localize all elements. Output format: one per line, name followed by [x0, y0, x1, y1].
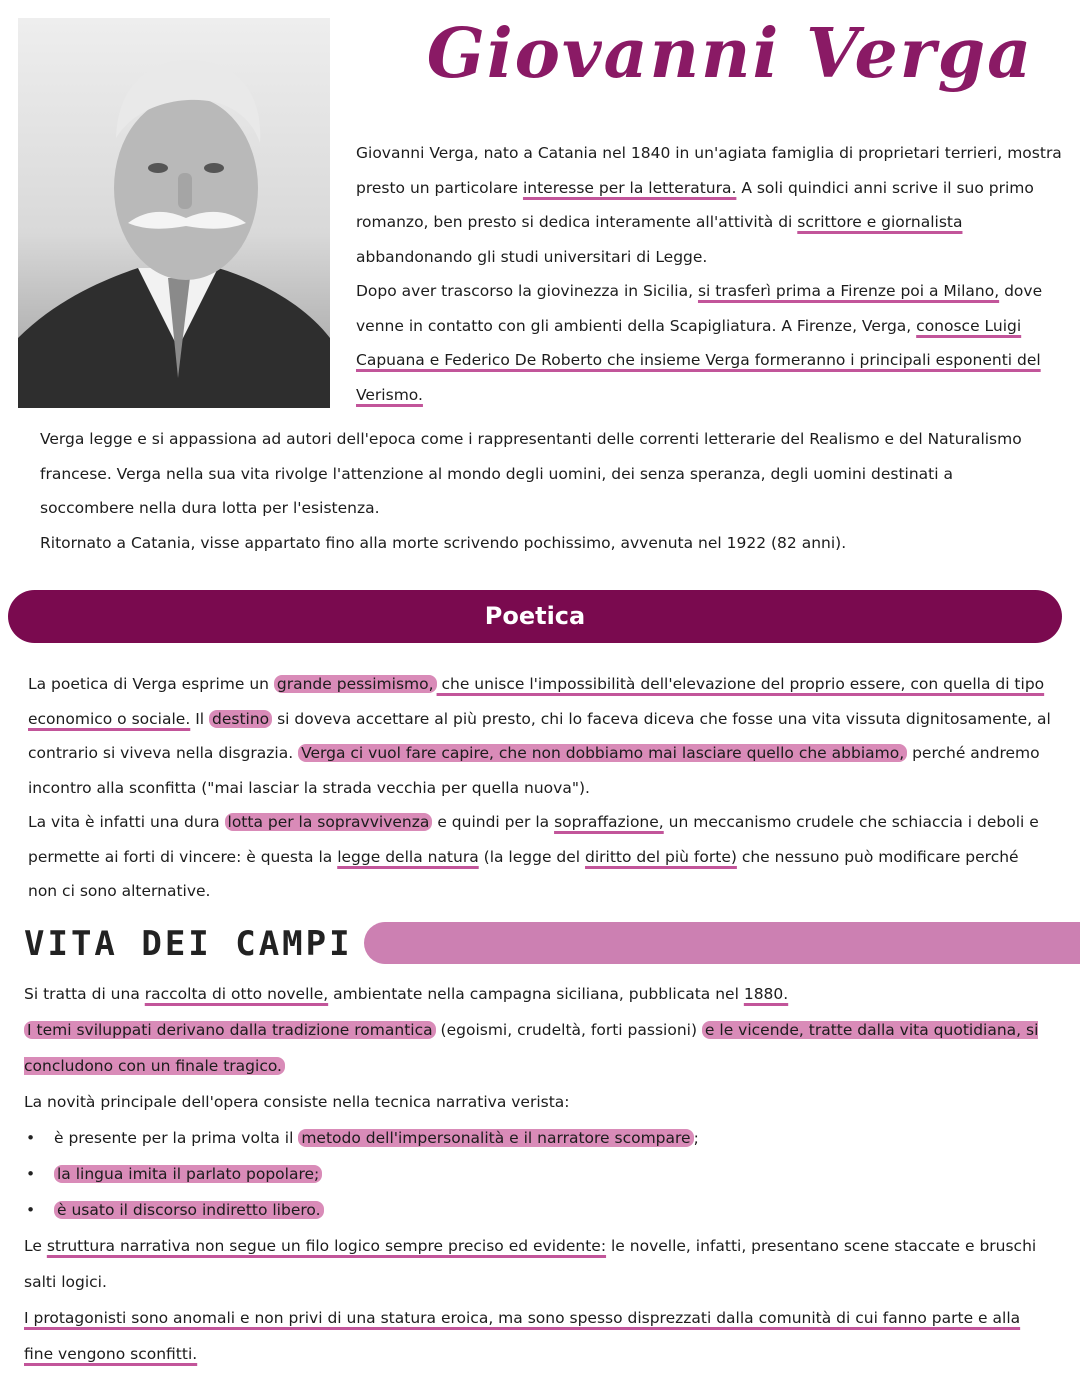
intro-paragraph-1 — [356, 136, 1062, 274]
vita-paragraph-4 — [24, 1228, 1054, 1300]
underlined-text: sopraffazione, — [554, 813, 664, 831]
list-item — [24, 1192, 1054, 1228]
poetica-text: un meccanismo crudele che schiaccia i deboli e permette ai forti di vincere: è questa la — [28, 813, 1039, 866]
intro-text: A soli quindici anni scrive il suo primo romanzo, ben presto si dedica interamente all'attività di — [356, 178, 1034, 231]
underlined-text: che unisce l'impossibilità dell'elevazione del proprio essere, con quella di tipo economico o sociale. — [28, 675, 1045, 728]
vita-text: è presente per la prima volta il — [54, 1129, 299, 1147]
poetica-text: Il — [190, 709, 209, 728]
underlined-text: raccolta di otto novelle, — [144, 985, 329, 1003]
list-item — [24, 1120, 1054, 1156]
intro-text: Giovanni Verga, nato a Catania nel 1840 in un'agiata famiglia di proprietari terrieri, mostra presto un particolare — [356, 144, 1062, 197]
highlighted-text: e le vicende, tratte dalla vita quotidiana, si concludono con un finale tragico. — [24, 1021, 1039, 1075]
poetica-text: si doveva accettare al più presto, chi lo faceva diceva che fosse una vita vissuta dignitosamente, al contrario si viveva nella disgrazia. — [28, 709, 1051, 762]
underlined-text: struttura narrativa non segue un filo logico sempre preciso ed evidente: — [46, 1237, 607, 1255]
section-bar — [364, 922, 1080, 964]
vita-text: (egoismi, crudeltà, forti passioni) — [435, 1021, 702, 1039]
vita-text: ambientate nella campagna siciliana, pubblicata nel — [328, 985, 744, 1003]
bullet-list — [24, 1120, 1054, 1228]
highlighted-text: lotta per la sopravvivenza — [225, 813, 433, 831]
list-item — [24, 1156, 1054, 1192]
intro-text: Dopo aver trascorso la giovinezza in Sicilia, — [356, 282, 698, 300]
vita-text: Si tratta di una — [24, 985, 145, 1003]
vita-paragraph-2 — [24, 1012, 1054, 1084]
poetica-text: perché andremo incontro alla sconfitta ("mai lasciar la strada vecchia per quella nuova"). — [28, 744, 1040, 797]
bio-paragraph-1: Verga legge e si appassiona ad autori dell'epoca come i rappresentanti delle correnti letterarie del Realismo e del Naturalismo francese. Verga nella sua vita rivolge l'attenzione al mondo degli uomini, dei senza speranza, degli uomini destinati a soccombere nella dura lotta per l'esistenza. — [40, 430, 1022, 517]
poetica-paragraph-2 — [28, 805, 1052, 909]
vita-text: Le — [24, 1237, 47, 1255]
underlined-text: si trasferì prima a Firenze poi a Milano, — [697, 282, 1000, 300]
poetica-text: che nessuno può modificare perché non ci sono alternative. — [28, 847, 1019, 900]
poetica-text: La poetica di Verga esprime un — [28, 675, 274, 693]
underlined-text: I protagonisti sono anomali e non privi di una statura eroica, ma sono spesso disprezzati dalla comunità di cui fanno parte e alla fine vengono sconfitti. — [24, 1309, 1021, 1363]
poetica-text: (la legge del — [478, 847, 586, 866]
poetica-heading: Poetica — [484, 602, 586, 630]
vita-paragraph-3: La novità principale dell'opera consiste nella tecnica narrativa verista: — [24, 1093, 570, 1111]
underlined-text: conosce Luigi Capuana e Federico De Roberto che insieme Verga formeranno i principali esponenti del Verismo. — [356, 316, 1041, 404]
page-title: Giovanni Verga — [426, 14, 1034, 94]
bio-paragraph-2: Ritornato a Catania, visse appartato fino alla morte scrivendo pochissimo, avvenuta nel 1922 (82 anni). — [40, 533, 847, 552]
highlighted-text: I temi sviluppati derivano dalla tradizione romantica — [24, 1021, 436, 1039]
vita-text: le novelle, infatti, presentano scene staccate e bruschi salti logici. — [24, 1237, 1037, 1291]
intro-paragraph-2 — [356, 274, 1062, 412]
highlighted-text: destino — [209, 710, 272, 728]
vita-paragraph-5 — [24, 1300, 1054, 1372]
vita-paragraph-1 — [24, 976, 1054, 1012]
highlighted-text: è usato il discorso indiretto libero. — [54, 1201, 324, 1219]
highlighted-text: metodo dell'impersonalità e il narratore scompare — [298, 1129, 693, 1147]
poetica-text: La vita è infatti una dura — [28, 813, 225, 831]
portrait-illustration — [18, 18, 330, 408]
poetica-text: e quindi per la — [432, 813, 555, 831]
underlined-text: diritto del più forte) — [585, 847, 737, 866]
highlighted-text: grande pessimismo, — [274, 675, 437, 693]
poetica-banner — [8, 590, 1062, 643]
vita-section — [24, 976, 1054, 1372]
poetica-paragraph-1 — [28, 667, 1052, 805]
underlined-text: interesse per la letteratura. — [522, 178, 737, 197]
underlined-text: legge della natura — [337, 847, 479, 866]
bio-section — [40, 422, 1050, 560]
vita-text: ; — [693, 1129, 699, 1147]
highlighted-text: Verga ci vuol fare capire, che non dobbiamo mai lasciare quello che abbiamo, — [298, 744, 907, 762]
intro-text: dove venne in contatto con gli ambienti della Scapigliatura. A Firenze, Verga, — [356, 282, 1043, 335]
vita-dei-campi-heading: VITA DEI CAMPI — [24, 924, 353, 964]
intro-section — [356, 136, 1062, 412]
portrait-photo — [18, 18, 330, 408]
poetica-section — [28, 667, 1052, 909]
highlighted-text: la lingua imita il parlato popolare; — [54, 1165, 322, 1183]
intro-text: abbandonando gli studi universitari di Legge. — [356, 247, 708, 266]
underlined-text: 1880. — [743, 985, 789, 1003]
underlined-text: scrittore e giornalista — [797, 213, 963, 231]
